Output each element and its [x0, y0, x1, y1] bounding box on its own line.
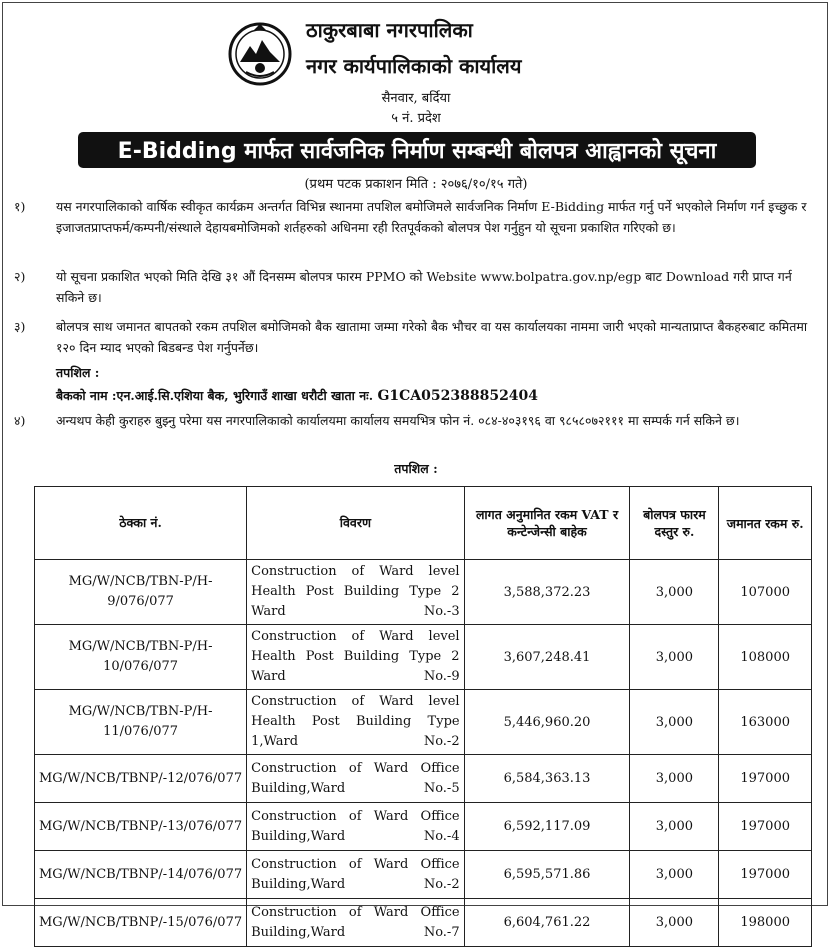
paragraph-text: यो सूचना प्रकाशित भएको मिति देखि ३१ औं दिनसम्म बोलपत्र फारम PPMO को Website www.bolpatra.gov.np/egp बाट Download गरी प्राप्त गर्न सकिने छ।	[56, 269, 792, 305]
table-row	[35, 560, 812, 625]
paragraph-number: ३)	[14, 319, 26, 334]
security-deposit-cell: 197000	[719, 755, 812, 803]
paragraph-1	[14, 196, 820, 238]
notice-title-banner: E-Bidding मार्फत सार्वजनिक निर्माण सम्बन्धी बोलपत्र आह्वानको सूचना	[78, 132, 756, 168]
paragraph-number: ४)	[14, 413, 26, 428]
table-row	[35, 803, 812, 851]
security-deposit-cell: 197000	[719, 851, 812, 899]
province: ५ नं. प्रदेश	[391, 111, 441, 126]
tender-table	[34, 486, 812, 947]
table-row	[35, 755, 812, 803]
header-contract-no: ठेक्का नं.	[35, 487, 247, 560]
table-row	[35, 690, 812, 755]
government-emblem-icon	[228, 22, 292, 86]
form-fee-cell: 3,000	[630, 899, 719, 947]
contract-no-cell: MG/W/NCB/TBNP/-13/076/077	[35, 803, 247, 851]
bank-account-number: G1CA052388852404	[377, 388, 539, 404]
contract-no-cell: MG/W/NCB/TBN-P/H-11/076/077	[35, 690, 247, 755]
estimated-cost-cell: 6,604,761.22	[464, 899, 630, 947]
office-address: सैनवार, बर्दिया	[381, 91, 451, 106]
security-deposit-cell: 197000	[719, 803, 812, 851]
bank-name-label: बैकको नाम :एन.आई.सि.एशिया बैक, भुरिगाउँ शाखा धरौटी खाता नः.	[56, 388, 374, 403]
details-label: तपशिल :	[56, 365, 100, 380]
paragraph-text: यस नगरपालिकाको वार्षिक स्वीकृत कार्यक्रम अन्तर्गत विभिन्न स्थानमा तपशिल बमोजिमले सार्वजनिक निर्माण E-Bidding मार्फत गर्नु पर्ने भएकोले निर्माण गर्न इच्छुक र इजाजतप्राप्तफर्म/कम्पनी/संस्थाले देहायबमोजिमको शर्तहरुको अधिनमा रही रितपूर्वकको बोलपत्र पेश गर्नुहुन यो सूचना प्रकाशित गरिएको छ।	[56, 199, 807, 235]
paragraph-4	[14, 410, 820, 431]
table-header-row	[35, 487, 812, 560]
header-description: विवरण	[247, 487, 464, 560]
table-row	[35, 899, 812, 947]
description-cell: Construction of Ward level Health Post Building Type 1,Ward No.-2	[247, 690, 464, 755]
contract-no-cell: MG/W/NCB/TBN-P/H-9/076/077	[35, 560, 247, 625]
header-estimated-cost: लागत अनुमानित रकम VAT र कन्टेन्जेन्सी बाहेक	[464, 487, 630, 560]
paragraph-3	[14, 316, 820, 358]
description-cell: Construction of Ward level Health Post Building Type 2 Ward No.-9	[247, 625, 464, 690]
form-fee-cell: 3,000	[630, 803, 719, 851]
form-fee-cell: 3,000	[630, 625, 719, 690]
security-deposit-cell: 198000	[719, 899, 812, 947]
estimated-cost-cell: 3,588,372.23	[464, 560, 630, 625]
header-security-deposit: जमानत रकम रु.	[719, 487, 812, 560]
estimated-cost-cell: 6,595,571.86	[464, 851, 630, 899]
security-deposit-cell: 108000	[719, 625, 812, 690]
form-fee-cell: 3,000	[630, 755, 719, 803]
estimated-cost-cell: 5,446,960.20	[464, 690, 630, 755]
contract-no-cell: MG/W/NCB/TBNP/-12/076/077	[35, 755, 247, 803]
publication-date: (प्रथम पटक प्रकाशन मिति : २०७६/१०/१५ गते)	[304, 177, 528, 192]
estimated-cost-cell: 6,584,363.13	[464, 755, 630, 803]
contract-no-cell: MG/W/NCB/TBN-P/H-10/076/077	[35, 625, 247, 690]
office-name: नगर कार्यपालिकाको कार्यालय	[306, 54, 522, 78]
contract-no-cell: MG/W/NCB/TBNP/-15/076/077	[35, 899, 247, 947]
description-cell: Construction of Ward Office Building,Ward No.-5	[247, 755, 464, 803]
description-cell: Construction of Ward Office Building,Ward No.-4	[247, 803, 464, 851]
form-fee-cell: 3,000	[630, 851, 719, 899]
description-cell: Construction of Ward Office Building,Ward No.-7	[247, 899, 464, 947]
municipality-name: ठाकुरबाबा नगरपालिका	[306, 18, 473, 42]
header-form-fee: बोलपत्र फारम दस्तुर रु.	[630, 487, 719, 560]
paragraph-number: २)	[14, 269, 26, 284]
paragraph-text: बोलपत्र साथ जमानत बापतको रकम तपशिल बमोजिमको बैक खातामा जम्मा गरेको बैक भौचर वा यस कार्यालयका नाममा जारी भएको मान्यताप्राप्त बैकहरुबाट कमितमा १२० दिन म्याद भएको बिडबन्ड पेश गर्नुपर्नेछ।	[56, 319, 808, 355]
table-row	[35, 851, 812, 899]
paragraph-2	[14, 266, 820, 308]
paragraph-text: अन्यथप केही कुराहरु बुझ्नु परेमा यस नगरपालिकाको कार्यालयमा कार्यालय समयभित्र फोन नं. ०८४-४०३१९६ वा ९८५८०७२१११ मा सम्पर्क गर्न सकिने छ।	[56, 413, 740, 428]
form-fee-cell: 3,000	[630, 690, 719, 755]
description-cell: Construction of Ward Office Building,Ward No.-2	[247, 851, 464, 899]
security-deposit-cell: 163000	[719, 690, 812, 755]
bank-details	[56, 387, 538, 404]
paragraph-number: १)	[14, 199, 26, 214]
table-label: तपशिल :	[394, 461, 438, 476]
description-cell: Construction of Ward level Health Post Building Type 2 Ward No.-3	[247, 560, 464, 625]
contract-no-cell: MG/W/NCB/TBNP/-14/076/077	[35, 851, 247, 899]
header	[0, 8, 832, 126]
estimated-cost-cell: 3,607,248.41	[464, 625, 630, 690]
security-deposit-cell: 107000	[719, 560, 812, 625]
estimated-cost-cell: 6,592,117.09	[464, 803, 630, 851]
table-row	[35, 625, 812, 690]
form-fee-cell: 3,000	[630, 560, 719, 625]
